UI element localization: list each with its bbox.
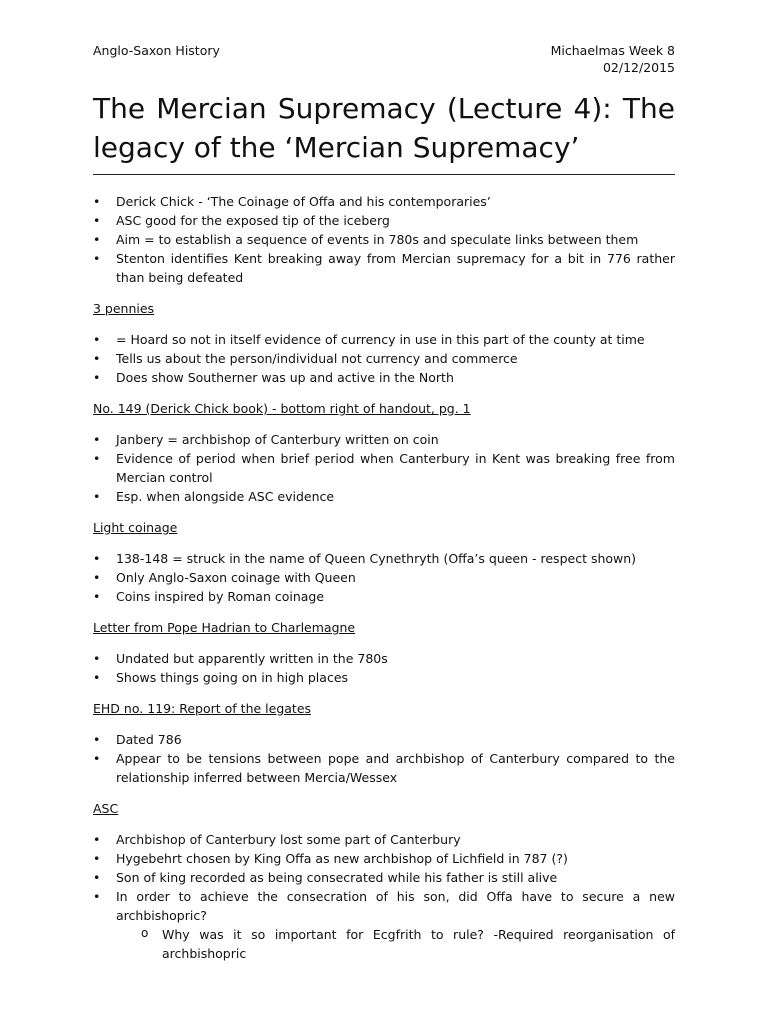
bullet-list [93,649,675,687]
list-item-text: Esp. when alongside ASC evidence [116,489,335,504]
list-item-text: Coins inspired by Roman coinage [116,589,325,604]
section-heading: 3 pennies [93,301,155,316]
document-body [93,192,675,963]
section [93,192,675,287]
list-item-text: Does show Southerner was up and active in the North [116,370,454,385]
section [93,299,675,387]
section-heading: Letter from Pope Hadrian to Charlemagne [93,620,356,635]
section [93,699,675,787]
page-title: The Mercian Supremacy (Lecture 4): The legacy of the ‘Mercian Supremacy’ [93,89,675,175]
section [93,618,675,687]
list-item [93,587,675,606]
list-item-text: 138-148 = struck in the name of Queen Cynethryth (Offa’s queen - respect shown) [116,551,637,566]
list-item-text: Only Anglo-Saxon coinage with Queen [116,570,356,585]
list-item [93,368,675,387]
list-item-text: Hygebehrt chosen by King Offa as new archbishop of Lichfield in 787 (?) [116,851,568,866]
section-heading: ASC [93,801,119,816]
list-item [93,668,675,687]
list-item [93,568,675,587]
list-item-text: Dated 786 [116,732,182,747]
list-item-text: Undated but apparently written in the 780s [116,651,388,666]
list-item-text: Janbery = archbishop of Canterbury written on coin [116,432,439,447]
list-item [93,249,675,287]
list-item-text: Derick Chick - ‘The Coinage of Offa and his contemporaries’ [116,194,491,209]
list-item-text: Tells us about the person/individual not currency and commerce [116,351,518,366]
list-item-text: Evidence of period when brief period when Canterbury in Kent was breaking free from Mercian control [116,451,675,485]
section [93,399,675,506]
list-item [93,868,675,887]
list-item [93,449,675,487]
list-item-text: Archbishop of Canterbury lost some part of Canterbury [116,832,461,847]
list-item-text: ASC good for the exposed tip of the iceberg [116,213,390,228]
list-item [93,849,675,868]
header-course: Anglo-Saxon History [93,43,220,58]
list-item [93,830,675,849]
section-heading: EHD no. 119: Report of the legates [93,701,312,716]
list-item-text: Stenton identifies Kent breaking away from Mercian supremacy for a bit in 776 rather than being defeated [116,251,675,285]
document-content [93,42,675,975]
list-item [93,487,675,506]
list-item [93,211,675,230]
list-item-text: Son of king recorded as being consecrated while his father is still alive [116,870,558,885]
list-item-text: Shows things going on in high places [116,670,349,685]
list-item [93,192,675,211]
header-week: Michaelmas Week 8 [550,43,675,58]
list-item [93,430,675,449]
bullet-list [93,830,675,963]
section [93,518,675,606]
list-item-text: Appear to be tensions between pope and archbishop of Canterbury compared to the relationship inferred between Mercia/Wessex [116,751,675,785]
bullet-list [93,549,675,606]
sub-list [116,925,675,963]
section-heading: Light coinage [93,520,178,535]
bullet-list [93,430,675,506]
section-heading: No. 149 (Derick Chick book) - bottom right of handout, pg. 1 [93,401,471,416]
list-item [93,730,675,749]
list-item-text: Aim = to establish a sequence of events in 780s and speculate links between them [116,232,639,247]
list-item [93,330,675,349]
bullet-list [93,730,675,787]
list-item [93,649,675,668]
page-header [93,42,675,76]
bullet-list [93,330,675,387]
list-item [93,549,675,568]
list-item [93,230,675,249]
list-item-text: In order to achieve the consecration of his son, did Offa have to secure a new archbishopric? [116,889,675,923]
header-term [551,42,675,76]
header-date: 02/12/2015 [602,60,675,75]
bullet-list [93,192,675,287]
list-item [93,887,675,963]
list-item-text: = Hoard so not in itself evidence of currency in use in this part of the county at time [116,332,645,347]
sub-list-item: o Why was it so important for Ecgfrith to rule? -Required reorganisation of archbishopric [116,925,675,963]
list-item [93,749,675,787]
list-item [93,349,675,368]
section [93,799,675,963]
